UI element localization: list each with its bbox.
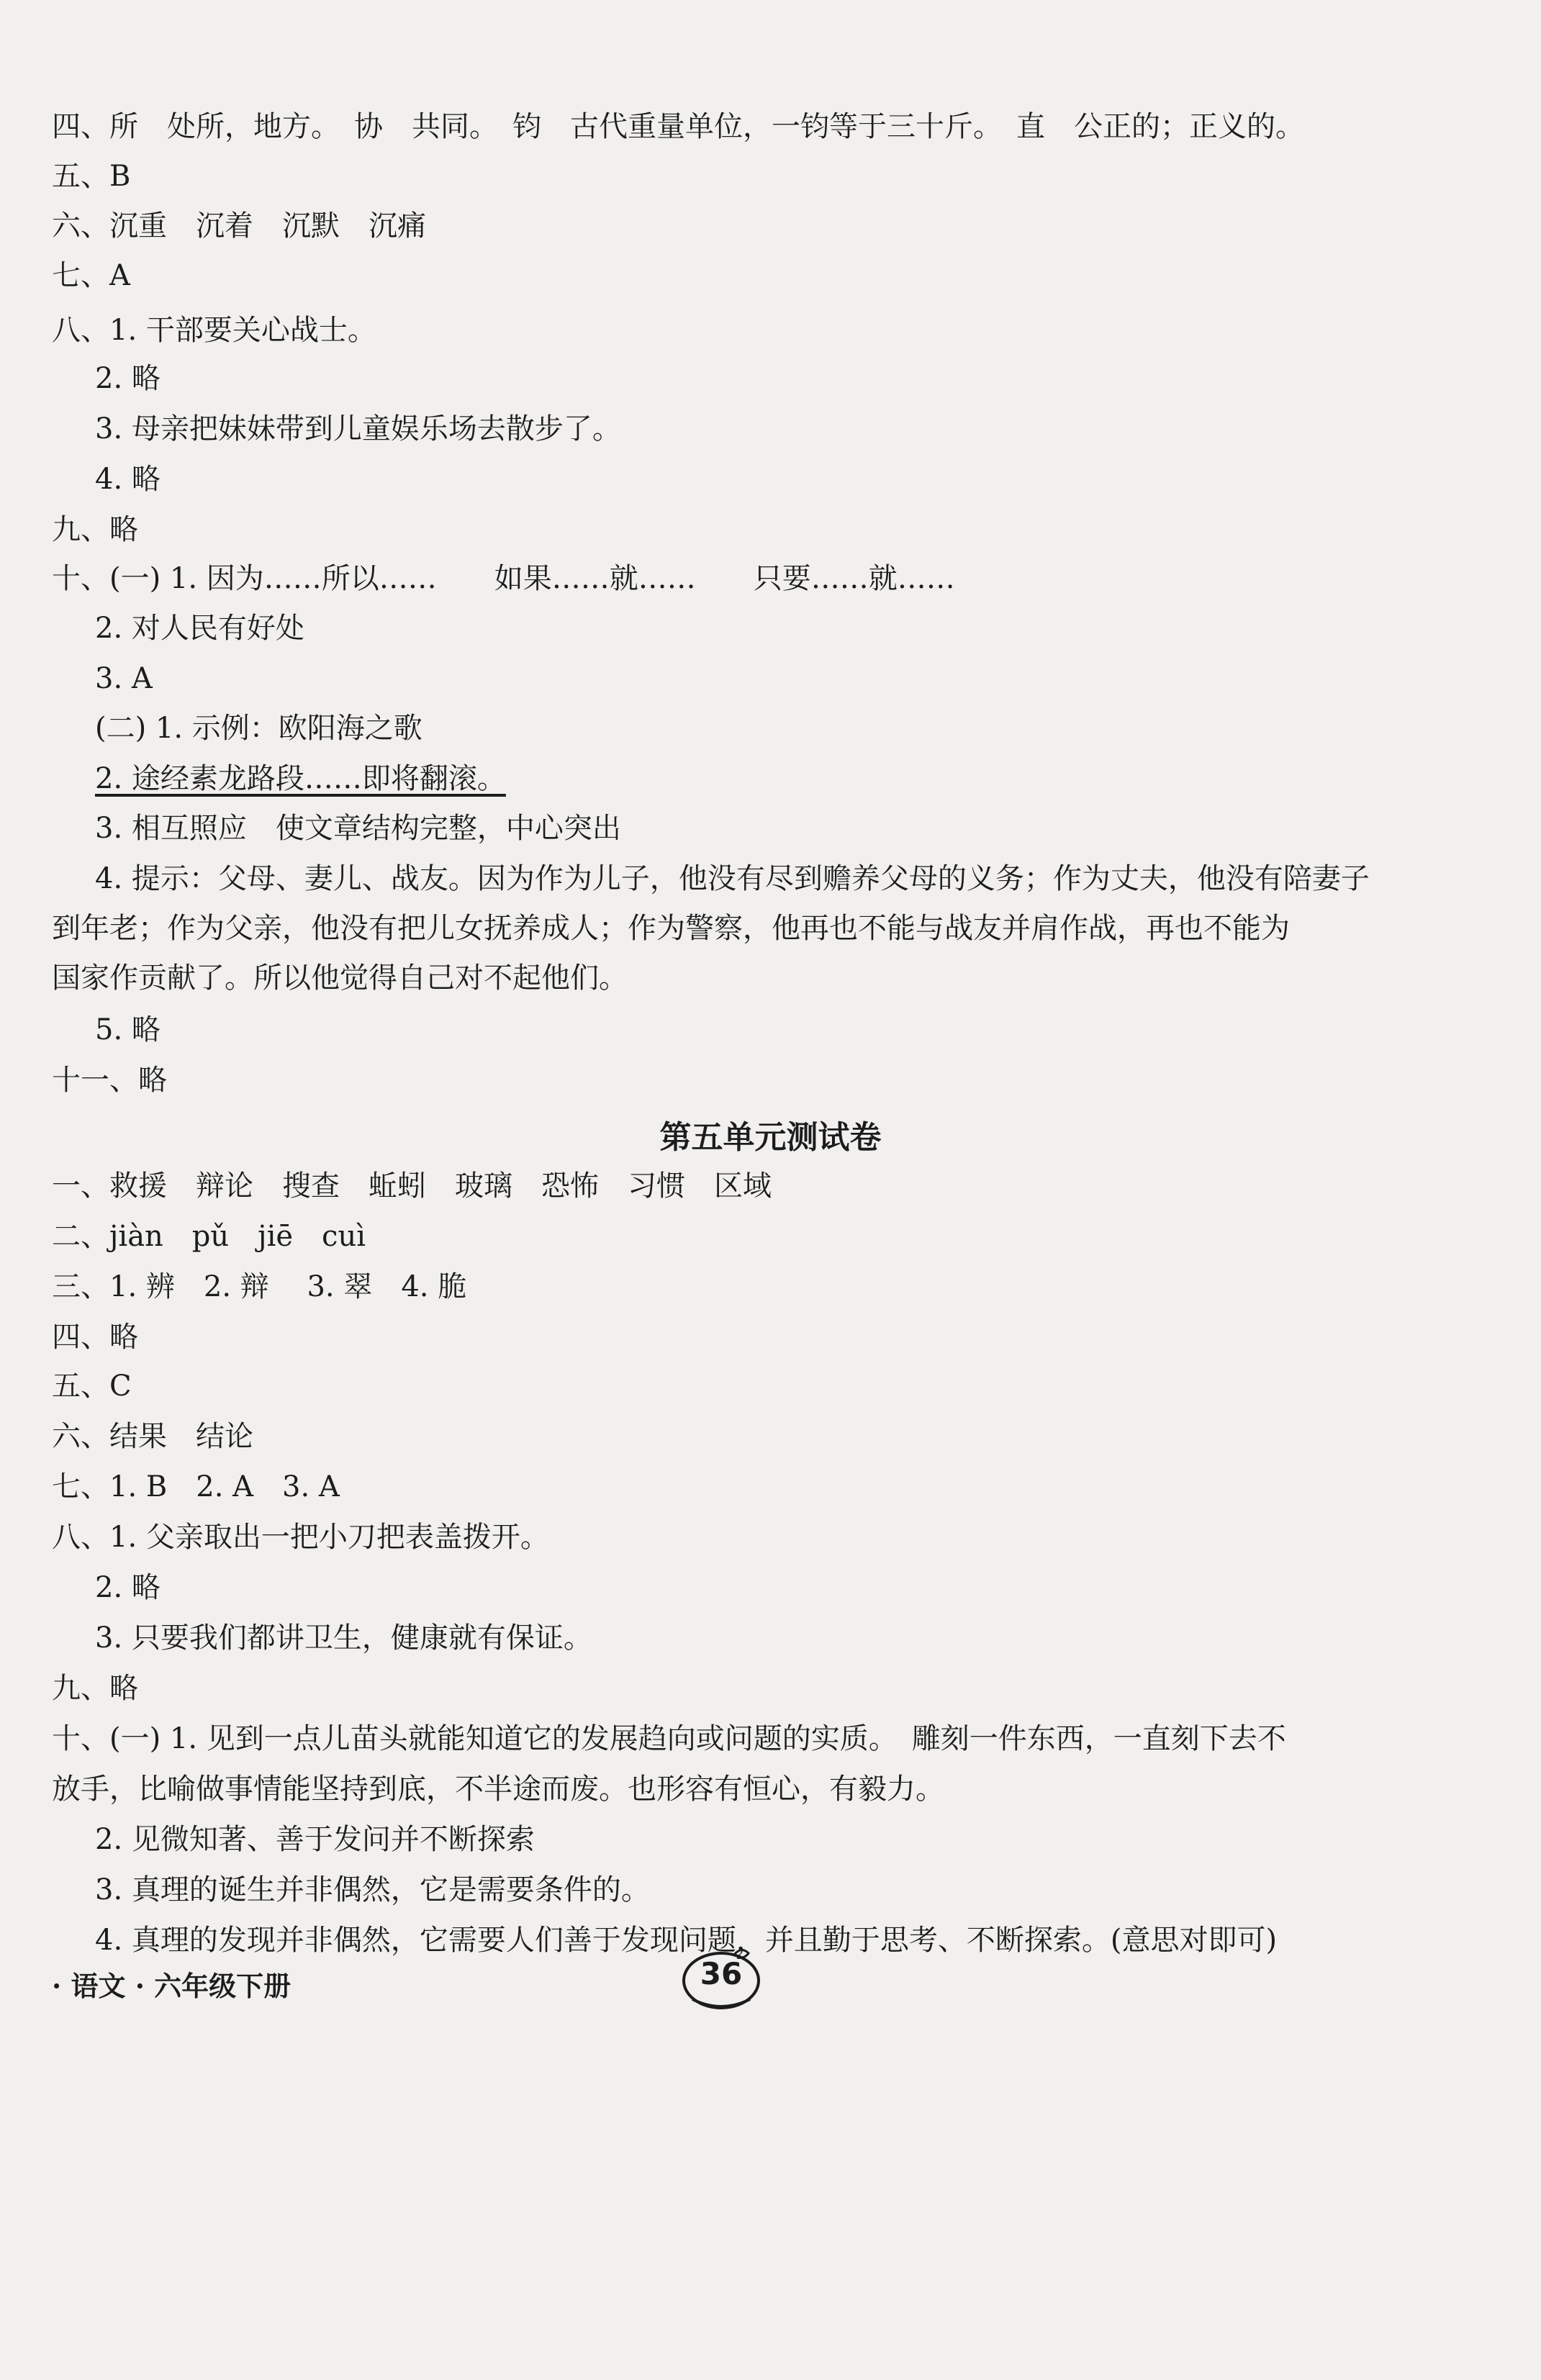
answer-line: 4. 提示：父母、妻儿、战友。因为作为儿子，他没有尽到赡养父母的义务；作为丈夫，他没有陪妻子 — [95, 862, 1370, 895]
answer-line: 5. 略 — [95, 1013, 161, 1046]
answer-line: 国家作贡献了。所以他觉得自己对不起他们。 — [52, 961, 628, 995]
answer-line: 四、所 处所，地方。 协 共同。 钧 古代重量单位，一钧等于三十斤。 直 公正的；正义的。 — [52, 110, 1304, 143]
answer-line: 3. 真理的诞生并非偶然，它是需要条件的。 — [95, 1873, 650, 1906]
answer-line: 到年老；作为父亲，他没有把儿女抚养成人；作为警察，他再也不能与战友并肩作战，再也不能为 — [52, 912, 1290, 945]
answer-line: 四、略 — [52, 1321, 138, 1354]
page-number-badge — [678, 1943, 764, 2015]
answer-line: 2. 对人民有好处 — [95, 612, 304, 645]
answer-line: 五、C — [52, 1370, 132, 1403]
answer-line: 2. 见微知著、善于发问并不断探索 — [95, 1823, 535, 1856]
answer-line: 3. 只要我们都讲卫生，健康就有保证。 — [95, 1621, 592, 1655]
answer-line: 七、1. B 2. A 3. A — [52, 1470, 340, 1503]
answer-line: (二) 1. 示例：欧阳海之歌 — [95, 712, 422, 745]
answer-line: 4. 真理的发现并非偶然，它需要人们善于发现问题，并且勤于思考、不断探索。(意思对即可) — [95, 1924, 1278, 1957]
answer-line: 十、(一) 1. 因为……所以…… 如果……就…… 只要……就…… — [52, 562, 955, 595]
answer-line: 2. 略 — [95, 1571, 161, 1604]
footer-subject-grade: · 语文 · 六年级下册 — [52, 1970, 292, 2002]
answer-line: 六、沉重 沉着 沉默 沉痛 — [52, 209, 426, 243]
answer-line: 4. 略 — [95, 463, 161, 496]
answer-line: 七、A — [52, 259, 130, 292]
answer-line: 3. A — [95, 662, 153, 695]
page-number: 36 — [700, 1956, 743, 1991]
answer-line: 放手，比喻做事情能坚持到底，不半途而废。也形容有恒心，有毅力。 — [52, 1773, 944, 1806]
answer-line: 十一、略 — [52, 1064, 167, 1097]
answer-line: 二、jiàn pǔ jiē cuì — [52, 1220, 366, 1253]
answer-line: 3. 相互照应 使文章结构完整，中心突出 — [95, 812, 621, 845]
answer-line: 八、1. 干部要关心战士。 — [52, 314, 376, 347]
answer-line: 五、B — [52, 160, 131, 193]
answer-line: 十、(一) 1. 见到一点儿苗头就能知道它的发展趋向或问题的实质。 雕刻一件东西，一直刻下去不 — [52, 1722, 1286, 1755]
answer-line: 六、结果 结论 — [52, 1420, 253, 1453]
answer-line: 2. 途经素龙路段……即将翻滚。 — [95, 762, 506, 795]
section-title: 第五单元测试卷 — [659, 1119, 882, 1156]
answer-line: 九、略 — [52, 1672, 138, 1705]
answer-line: 三、1. 辨 2. 辩 3. 翠 4. 脆 — [52, 1270, 467, 1303]
answer-line: 九、略 — [52, 513, 138, 546]
answer-line: 八、1. 父亲取出一把小刀把表盖拨开。 — [52, 1521, 549, 1554]
answer-line: 2. 略 — [95, 362, 161, 395]
answer-line: 一、救援 辩论 搜查 蚯蚓 玻璃 恐怖 习惯 区域 — [52, 1169, 772, 1203]
answer-line: 3. 母亲把妹妹带到儿童娱乐场去散步了。 — [95, 412, 621, 445]
